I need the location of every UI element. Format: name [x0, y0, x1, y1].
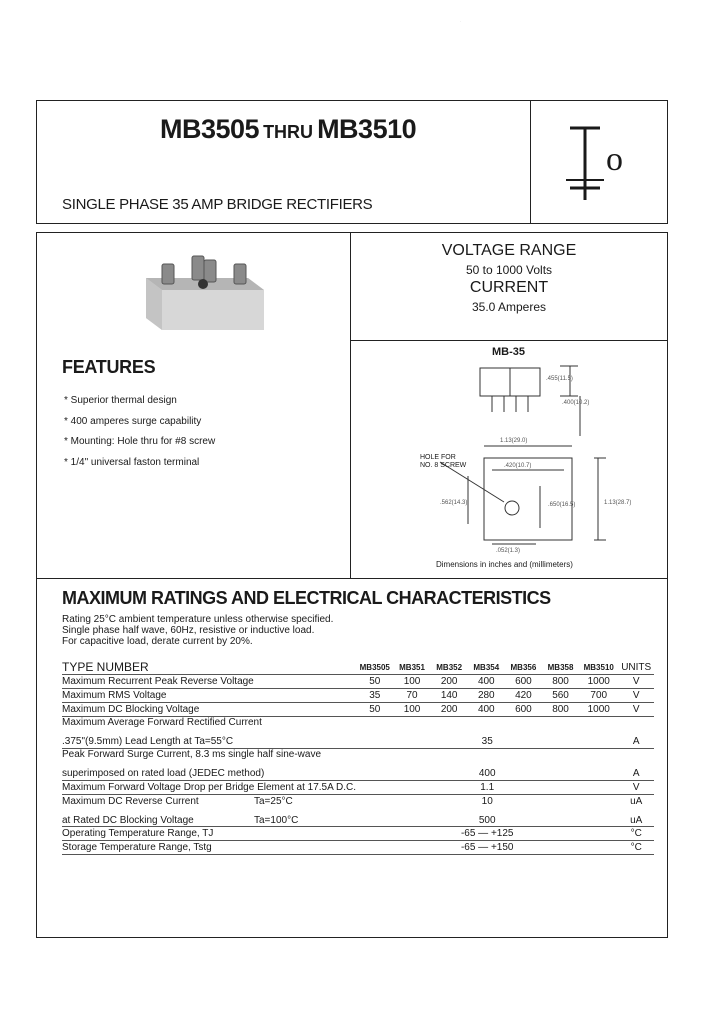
type-number-label: TYPE NUMBER	[62, 660, 356, 675]
col-header: MB356	[505, 660, 542, 675]
table-row	[62, 717, 654, 736]
row-label: .375"(9.5mm) Lead Length at Ta=55°C	[62, 735, 356, 749]
col-header: MB3510	[579, 660, 618, 675]
cell: 800	[542, 675, 579, 689]
row-label: Storage Temperature Range, Tstg	[62, 841, 356, 855]
row-label: Maximum Average Forward Rectified Current	[62, 717, 262, 728]
cell: 35	[356, 689, 393, 703]
row-label-text: at Rated DC Blocking Voltage	[62, 815, 194, 826]
table-row	[62, 781, 654, 795]
cell: 50	[356, 675, 393, 689]
row-label: Maximum Recurrent Peak Reverse Voltage	[62, 675, 356, 689]
unit-cell: V	[618, 675, 654, 689]
row-label: Peak Forward Surge Current, 8.3 ms single half sine-wave	[62, 749, 322, 760]
table-row	[62, 808, 654, 827]
row-label-text: Maximum DC Reverse Current	[62, 796, 199, 807]
cell: 140	[431, 689, 468, 703]
row-label: Maximum Forward Voltage Drop per Bridge Element at 17.5A D.C.	[62, 782, 357, 793]
feature-item: * 1/4" universal faston terminal	[64, 457, 200, 468]
row-label	[62, 795, 356, 809]
svg-text:.400(10.2): .400(10.2)	[562, 400, 590, 406]
feature-item: * Mounting: Hole thru for #8 screw	[64, 436, 216, 447]
ratings-note: Single phase half wave, 60Hz, resistive or inductive load.	[62, 625, 315, 636]
ratings-table	[62, 660, 654, 855]
hole-label-1: HOLE FOR	[420, 454, 456, 461]
row-label: Maximum RMS Voltage	[62, 689, 356, 703]
unit-cell: uA	[630, 796, 643, 807]
cell: 10	[481, 796, 493, 807]
unit-cell: A	[618, 735, 654, 749]
cell: 800	[542, 703, 579, 717]
table-row	[62, 675, 654, 689]
col-header: MB3505	[356, 660, 393, 675]
cell: 35	[356, 735, 618, 749]
cell: 400	[468, 675, 505, 689]
ratings-note: For capacitive load, derate current by 20%.	[62, 636, 253, 647]
unit-cell: uA	[618, 808, 654, 827]
table-row	[62, 795, 654, 809]
cell: -65 — +150	[356, 841, 618, 855]
row-label: Operating Temperature Range, TJ	[62, 827, 356, 841]
cell: 400	[356, 767, 618, 781]
current-value: 35.0 Amperes	[471, 300, 547, 314]
cell: 1000	[579, 675, 618, 689]
ratings-note: Rating 25°C ambient temperature unless otherwise specified.	[62, 614, 334, 625]
cell: 100	[393, 675, 430, 689]
table-row	[62, 689, 654, 703]
cell: 500	[356, 808, 618, 827]
hole-label-2: NO. 8 SCREW	[420, 462, 467, 469]
brand-logo	[460, 22, 640, 202]
features-title: FEATURES	[62, 357, 156, 377]
table-row	[62, 703, 654, 717]
unit-cell: V	[618, 689, 654, 703]
part-to: MB3510	[317, 114, 417, 144]
col-header: MB351	[393, 660, 430, 675]
voltage-value: 50 to 1000 Volts	[465, 263, 553, 277]
feature-item: * 400 amperes surge capability	[64, 416, 202, 427]
cell: 70	[393, 689, 430, 703]
table-row	[62, 767, 654, 781]
product-image	[140, 250, 270, 334]
cell: 200	[431, 675, 468, 689]
dimension-diagram	[400, 346, 630, 572]
row-label	[62, 808, 356, 827]
specs-divider	[350, 340, 668, 341]
cell: 600	[505, 675, 542, 689]
specs-panel	[350, 242, 668, 314]
ratings-divider	[36, 578, 668, 579]
feature-item: * Superior thermal design	[64, 395, 177, 406]
current-label: CURRENT	[469, 279, 549, 296]
row-label: Maximum DC Blocking Voltage	[62, 703, 356, 717]
unit-cell: °C	[618, 827, 654, 841]
cell: 700	[579, 689, 618, 703]
package-label: MB-35	[492, 346, 526, 358]
cell: -65 — +125	[356, 827, 618, 841]
row-label: superimposed on rated load (JEDEC method)	[62, 767, 356, 781]
cell: 1000	[579, 703, 618, 717]
col-header: MB352	[431, 660, 468, 675]
diagram-caption: Dimensions in inches and (millimeters)	[436, 560, 573, 569]
logo-letter-o: o	[606, 141, 623, 178]
table-row	[62, 749, 654, 768]
unit-cell: V	[618, 703, 654, 717]
part-from: MB3505	[160, 114, 260, 144]
logo-letter-i: I	[460, 22, 461, 23]
svg-text:.052(1.3): .052(1.3)	[496, 548, 521, 554]
svg-text:1.13(28.7): 1.13(28.7)	[604, 500, 632, 506]
header-divider	[530, 100, 531, 224]
svg-text:1.13(29.0): 1.13(29.0)	[500, 438, 528, 444]
table-row	[62, 827, 654, 841]
svg-text:.650(16.5): .650(16.5)	[548, 502, 576, 508]
col-header: MB354	[468, 660, 505, 675]
cell: 560	[542, 689, 579, 703]
cell: 1.1	[356, 781, 618, 795]
svg-text:.420(10.7): .420(10.7)	[504, 463, 532, 469]
cell: 100	[393, 703, 430, 717]
table-header	[62, 660, 654, 675]
voltage-label: VOLTAGE RANGE	[441, 242, 577, 259]
table-row	[62, 841, 654, 855]
condition: Ta=100°C	[254, 815, 299, 826]
page-title	[160, 114, 416, 145]
cell: 420	[505, 689, 542, 703]
units-header: UNITS	[618, 660, 654, 675]
condition: Ta=25°C	[254, 796, 293, 807]
thru-word: THRU	[263, 122, 314, 142]
cell: 280	[468, 689, 505, 703]
col-header: MB358	[542, 660, 579, 675]
unit-cell: °C	[618, 841, 654, 855]
cell: 200	[431, 703, 468, 717]
cell: 600	[505, 703, 542, 717]
cell: 50	[356, 703, 393, 717]
cell: 400	[468, 703, 505, 717]
ratings-title: MAXIMUM RATINGS AND ELECTRICAL CHARACTERISTICS	[62, 588, 551, 608]
table-row	[62, 735, 654, 749]
unit-cell: V	[618, 781, 654, 795]
svg-text:.455(11.5): .455(11.5)	[546, 376, 573, 382]
subtitle: SINGLE PHASE 35 AMP BRIDGE RECTIFIERS	[62, 196, 373, 213]
svg-text:.562(14.3): .562(14.3)	[440, 500, 468, 506]
unit-cell: A	[618, 767, 654, 781]
